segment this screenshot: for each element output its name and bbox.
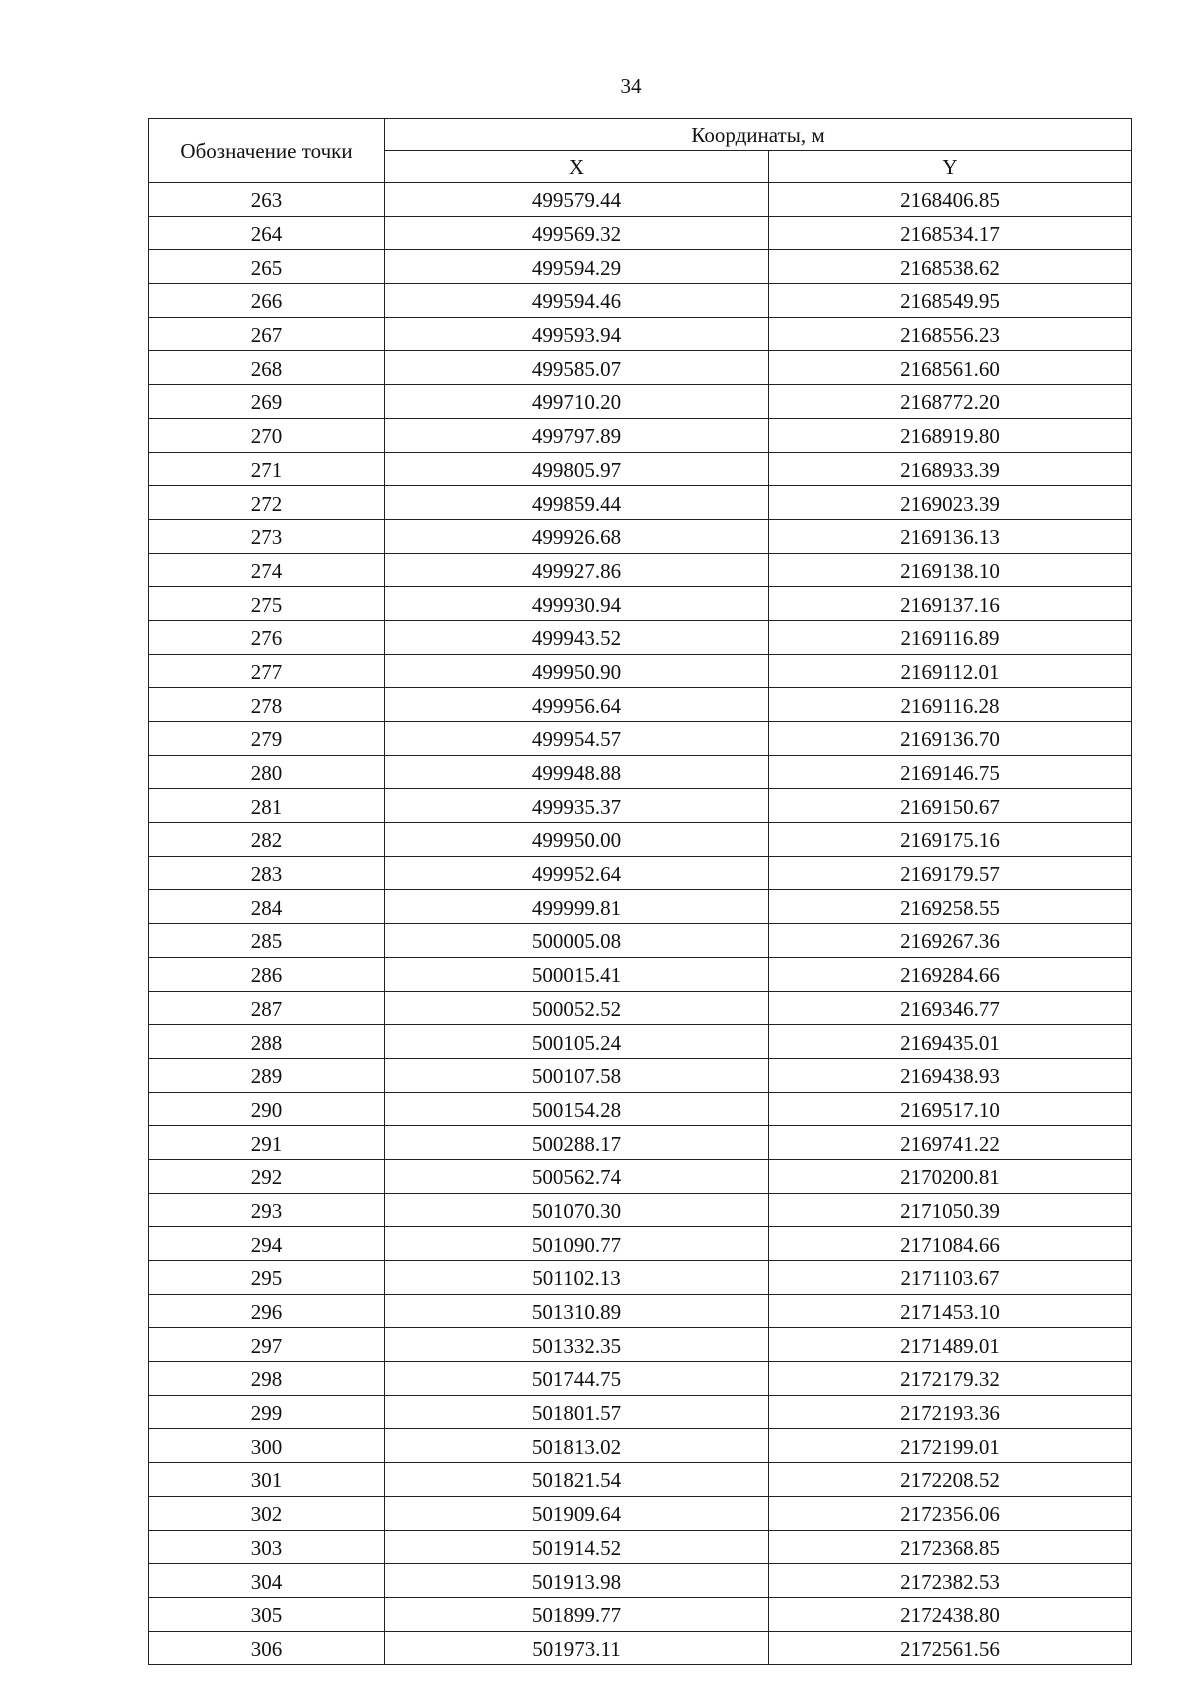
table-row <box>149 183 1132 217</box>
y-coordinate-cell: 2169136.13 <box>769 519 1132 553</box>
header-point-designation: Обозначение точки <box>149 119 385 183</box>
table-row <box>149 486 1132 520</box>
point-cell: 298 <box>149 1362 385 1396</box>
table-row <box>149 284 1132 318</box>
y-coordinate-cell: 2169435.01 <box>769 1025 1132 1059</box>
table-row <box>149 1025 1132 1059</box>
y-coordinate-cell: 2170200.81 <box>769 1159 1132 1193</box>
y-coordinate-cell: 2169112.01 <box>769 654 1132 688</box>
table-row <box>149 587 1132 621</box>
point-cell: 268 <box>149 351 385 385</box>
y-coordinate-cell: 2168556.23 <box>769 317 1132 351</box>
x-coordinate-cell: 500052.52 <box>385 991 769 1025</box>
x-coordinate-cell: 499710.20 <box>385 385 769 419</box>
table-row <box>149 1227 1132 1261</box>
table-row <box>149 991 1132 1025</box>
table-body <box>149 183 1132 1665</box>
y-coordinate-cell: 2171489.01 <box>769 1328 1132 1362</box>
x-coordinate-cell: 500015.41 <box>385 957 769 991</box>
x-coordinate-cell: 501909.64 <box>385 1496 769 1530</box>
x-coordinate-cell: 501744.75 <box>385 1362 769 1396</box>
y-coordinate-cell: 2169267.36 <box>769 924 1132 958</box>
x-coordinate-cell: 499952.64 <box>385 856 769 890</box>
table-row <box>149 722 1132 756</box>
table-row <box>149 1328 1132 1362</box>
x-coordinate-cell: 499797.89 <box>385 418 769 452</box>
table-row <box>149 452 1132 486</box>
point-cell: 283 <box>149 856 385 890</box>
point-cell: 293 <box>149 1193 385 1227</box>
x-coordinate-cell: 500105.24 <box>385 1025 769 1059</box>
table-row <box>149 957 1132 991</box>
y-coordinate-cell: 2168406.85 <box>769 183 1132 217</box>
table-row <box>149 216 1132 250</box>
table-row <box>149 1362 1132 1396</box>
y-coordinate-cell: 2168549.95 <box>769 284 1132 318</box>
y-coordinate-cell: 2171050.39 <box>769 1193 1132 1227</box>
x-coordinate-cell: 499943.52 <box>385 620 769 654</box>
x-coordinate-cell: 501813.02 <box>385 1429 769 1463</box>
y-coordinate-cell: 2169438.93 <box>769 1058 1132 1092</box>
table-row <box>149 1597 1132 1631</box>
y-coordinate-cell: 2169146.75 <box>769 755 1132 789</box>
point-cell: 299 <box>149 1395 385 1429</box>
table-row <box>149 1496 1132 1530</box>
point-cell: 303 <box>149 1530 385 1564</box>
point-cell: 277 <box>149 654 385 688</box>
point-cell: 300 <box>149 1429 385 1463</box>
header-y: Y <box>769 151 1132 183</box>
point-cell: 278 <box>149 688 385 722</box>
y-coordinate-cell: 2172382.53 <box>769 1564 1132 1598</box>
y-coordinate-cell: 2168538.62 <box>769 250 1132 284</box>
x-coordinate-cell: 499950.00 <box>385 823 769 857</box>
x-coordinate-cell: 499926.68 <box>385 519 769 553</box>
y-coordinate-cell: 2169179.57 <box>769 856 1132 890</box>
x-coordinate-cell: 499948.88 <box>385 755 769 789</box>
point-cell: 266 <box>149 284 385 318</box>
table-row <box>149 1294 1132 1328</box>
x-coordinate-cell: 501821.54 <box>385 1463 769 1497</box>
table-row <box>149 250 1132 284</box>
y-coordinate-cell: 2171103.67 <box>769 1261 1132 1295</box>
point-cell: 297 <box>149 1328 385 1362</box>
y-coordinate-cell: 2169116.28 <box>769 688 1132 722</box>
table-row <box>149 755 1132 789</box>
y-coordinate-cell: 2172356.06 <box>769 1496 1132 1530</box>
point-cell: 271 <box>149 452 385 486</box>
point-cell: 279 <box>149 722 385 756</box>
point-cell: 302 <box>149 1496 385 1530</box>
x-coordinate-cell: 501310.89 <box>385 1294 769 1328</box>
x-coordinate-cell: 499954.57 <box>385 722 769 756</box>
point-cell: 265 <box>149 250 385 284</box>
point-cell: 296 <box>149 1294 385 1328</box>
x-coordinate-cell: 501102.13 <box>385 1261 769 1295</box>
x-coordinate-cell: 500107.58 <box>385 1058 769 1092</box>
y-coordinate-cell: 2169284.66 <box>769 957 1132 991</box>
table-row <box>149 519 1132 553</box>
table-row <box>149 688 1132 722</box>
x-coordinate-cell: 499999.81 <box>385 890 769 924</box>
table-row <box>149 553 1132 587</box>
x-coordinate-cell: 499569.32 <box>385 216 769 250</box>
x-coordinate-cell: 500005.08 <box>385 924 769 958</box>
point-cell: 288 <box>149 1025 385 1059</box>
x-coordinate-cell: 499585.07 <box>385 351 769 385</box>
table-row <box>149 317 1132 351</box>
point-cell: 295 <box>149 1261 385 1295</box>
point-cell: 287 <box>149 991 385 1025</box>
point-cell: 285 <box>149 924 385 958</box>
point-cell: 284 <box>149 890 385 924</box>
y-coordinate-cell: 2172561.56 <box>769 1631 1132 1665</box>
y-coordinate-cell: 2172368.85 <box>769 1530 1132 1564</box>
table-row <box>149 823 1132 857</box>
x-coordinate-cell: 499593.94 <box>385 317 769 351</box>
point-cell: 264 <box>149 216 385 250</box>
x-coordinate-cell: 500562.74 <box>385 1159 769 1193</box>
point-cell: 292 <box>149 1159 385 1193</box>
point-cell: 286 <box>149 957 385 991</box>
coordinates-table <box>148 118 1132 1665</box>
point-cell: 280 <box>149 755 385 789</box>
x-coordinate-cell: 499579.44 <box>385 183 769 217</box>
point-cell: 272 <box>149 486 385 520</box>
x-coordinate-cell: 499927.86 <box>385 553 769 587</box>
table-header <box>149 119 1132 183</box>
point-cell: 276 <box>149 620 385 654</box>
y-coordinate-cell: 2168919.80 <box>769 418 1132 452</box>
table-row <box>149 1395 1132 1429</box>
x-coordinate-cell: 501090.77 <box>385 1227 769 1261</box>
y-coordinate-cell: 2169258.55 <box>769 890 1132 924</box>
point-cell: 294 <box>149 1227 385 1261</box>
x-coordinate-cell: 501801.57 <box>385 1395 769 1429</box>
x-coordinate-cell: 499930.94 <box>385 587 769 621</box>
table-row <box>149 1092 1132 1126</box>
y-coordinate-cell: 2168933.39 <box>769 452 1132 486</box>
table-row <box>149 385 1132 419</box>
table-row <box>149 1429 1132 1463</box>
point-cell: 269 <box>149 385 385 419</box>
y-coordinate-cell: 2172193.36 <box>769 1395 1132 1429</box>
y-coordinate-cell: 2169346.77 <box>769 991 1132 1025</box>
y-coordinate-cell: 2168561.60 <box>769 351 1132 385</box>
y-coordinate-cell: 2169517.10 <box>769 1092 1132 1126</box>
point-cell: 301 <box>149 1463 385 1497</box>
point-cell: 263 <box>149 183 385 217</box>
x-coordinate-cell: 500154.28 <box>385 1092 769 1126</box>
x-coordinate-cell: 501070.30 <box>385 1193 769 1227</box>
page-number: 34 <box>620 74 642 98</box>
table-row <box>149 1261 1132 1295</box>
point-cell: 267 <box>149 317 385 351</box>
table-row <box>149 418 1132 452</box>
table-row <box>149 1193 1132 1227</box>
y-coordinate-cell: 2169741.22 <box>769 1126 1132 1160</box>
table-row <box>149 1530 1132 1564</box>
y-coordinate-cell: 2172438.80 <box>769 1597 1132 1631</box>
point-cell: 275 <box>149 587 385 621</box>
table-row <box>149 856 1132 890</box>
x-coordinate-cell: 500288.17 <box>385 1126 769 1160</box>
x-coordinate-cell: 499935.37 <box>385 789 769 823</box>
point-cell: 290 <box>149 1092 385 1126</box>
y-coordinate-cell: 2169175.16 <box>769 823 1132 857</box>
x-coordinate-cell: 499859.44 <box>385 486 769 520</box>
table-row <box>149 924 1132 958</box>
point-cell: 281 <box>149 789 385 823</box>
x-coordinate-cell: 499594.29 <box>385 250 769 284</box>
x-coordinate-cell: 499956.64 <box>385 688 769 722</box>
y-coordinate-cell: 2169137.16 <box>769 587 1132 621</box>
y-coordinate-cell: 2169023.39 <box>769 486 1132 520</box>
point-cell: 274 <box>149 553 385 587</box>
y-coordinate-cell: 2169150.67 <box>769 789 1132 823</box>
point-cell: 304 <box>149 1564 385 1598</box>
point-cell: 306 <box>149 1631 385 1665</box>
table-row <box>149 890 1132 924</box>
table-row <box>149 1159 1132 1193</box>
y-coordinate-cell: 2171084.66 <box>769 1227 1132 1261</box>
point-cell: 289 <box>149 1058 385 1092</box>
y-coordinate-cell: 2171453.10 <box>769 1294 1132 1328</box>
y-coordinate-cell: 2169136.70 <box>769 722 1132 756</box>
table-row <box>149 351 1132 385</box>
point-cell: 282 <box>149 823 385 857</box>
y-coordinate-cell: 2169138.10 <box>769 553 1132 587</box>
y-coordinate-cell: 2172179.32 <box>769 1362 1132 1396</box>
x-coordinate-cell: 499950.90 <box>385 654 769 688</box>
x-coordinate-cell: 501973.11 <box>385 1631 769 1665</box>
x-coordinate-cell: 501914.52 <box>385 1530 769 1564</box>
table-row <box>149 1564 1132 1598</box>
header-coordinates: Координаты, м <box>385 119 1132 151</box>
y-coordinate-cell: 2172199.01 <box>769 1429 1132 1463</box>
point-cell: 270 <box>149 418 385 452</box>
header-x: X <box>385 151 769 183</box>
table-row <box>149 1126 1132 1160</box>
table-row <box>149 789 1132 823</box>
x-coordinate-cell: 499594.46 <box>385 284 769 318</box>
point-cell: 305 <box>149 1597 385 1631</box>
table-row <box>149 620 1132 654</box>
x-coordinate-cell: 501913.98 <box>385 1564 769 1598</box>
y-coordinate-cell: 2168772.20 <box>769 385 1132 419</box>
y-coordinate-cell: 2172208.52 <box>769 1463 1132 1497</box>
x-coordinate-cell: 501899.77 <box>385 1597 769 1631</box>
table-row <box>149 654 1132 688</box>
table-row <box>149 1463 1132 1497</box>
x-coordinate-cell: 501332.35 <box>385 1328 769 1362</box>
point-cell: 291 <box>149 1126 385 1160</box>
table-row <box>149 1631 1132 1665</box>
x-coordinate-cell: 499805.97 <box>385 452 769 486</box>
y-coordinate-cell: 2169116.89 <box>769 620 1132 654</box>
table-row <box>149 1058 1132 1092</box>
point-cell: 273 <box>149 519 385 553</box>
y-coordinate-cell: 2168534.17 <box>769 216 1132 250</box>
